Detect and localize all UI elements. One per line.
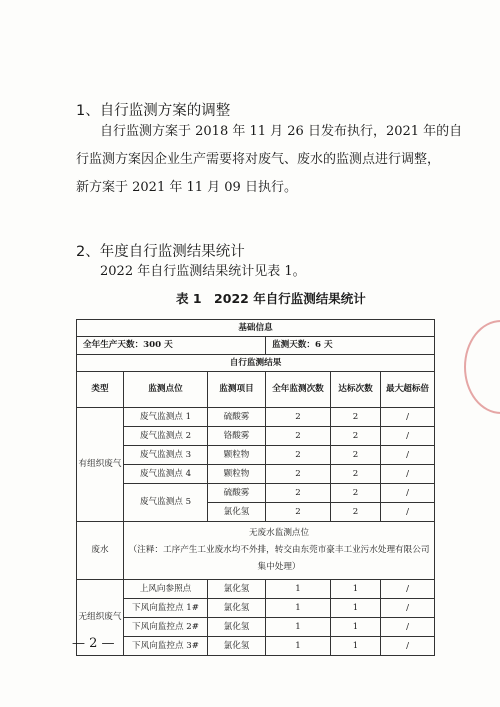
cell-ok: 2 bbox=[331, 465, 381, 484]
cell-point: 废气监测点 1 bbox=[124, 408, 208, 427]
wastewater-note-cell bbox=[124, 522, 435, 580]
cell-item: 氯化氢 bbox=[208, 599, 266, 618]
cell-ok: 1 bbox=[331, 580, 381, 599]
cell-point: 废气监测点 2 bbox=[124, 427, 208, 446]
cell-count: 2 bbox=[266, 446, 331, 465]
cell-item: 铬酸雾 bbox=[208, 427, 266, 446]
section1-line2: 行监测方案因企业生产需要将对废气、废水的监测点进行调整， bbox=[76, 152, 441, 167]
section2-intro: 2022 年自行监测结果统计见表 1。 bbox=[100, 264, 306, 279]
section1-line1: 自行监测方案于 2018 年 11 月 26 日发布执行，2021 年的自 bbox=[100, 124, 463, 139]
cell-point: 下风向监控点 3# bbox=[124, 637, 208, 656]
table-row bbox=[77, 484, 435, 503]
col-header-compliant-count: 达标次数 bbox=[331, 372, 381, 408]
cell-item: 硫酸雾 bbox=[208, 408, 266, 427]
section1-line3: 新方案于 2021 年 11 月 09 日执行。 bbox=[76, 180, 297, 195]
cell-item: 颗粒物 bbox=[208, 465, 266, 484]
cell-point: 下风向监控点 1# bbox=[124, 599, 208, 618]
col-header-item: 监测项目 bbox=[208, 372, 266, 408]
cell-count: 1 bbox=[266, 580, 331, 599]
wastewater-type-cell: 废水 bbox=[77, 522, 124, 580]
cell-count: 1 bbox=[266, 599, 331, 618]
cell-max: / bbox=[381, 503, 435, 522]
cell-ok: 1 bbox=[331, 618, 381, 637]
table-row bbox=[77, 599, 435, 618]
self-monitoring-header: 自行监测结果 bbox=[77, 355, 435, 372]
col-header-type: 类型 bbox=[77, 372, 124, 408]
cell-max: / bbox=[381, 465, 435, 484]
cell-ok: 1 bbox=[331, 599, 381, 618]
cell-item: 氯化氢 bbox=[208, 503, 266, 522]
cell-ok: 2 bbox=[331, 427, 381, 446]
cell-max: / bbox=[381, 484, 435, 503]
cell-item: 硫酸雾 bbox=[208, 484, 266, 503]
cell-count: 2 bbox=[266, 484, 331, 503]
cell-max: / bbox=[381, 427, 435, 446]
unorganized-type-cell: 无组织废气 bbox=[77, 580, 124, 656]
basic-info-header: 基础信息 bbox=[77, 320, 435, 337]
col-header-annual-count: 全年监测次数 bbox=[266, 372, 331, 408]
cell-point: 废气监测点 4 bbox=[124, 465, 208, 484]
cell-max: / bbox=[381, 446, 435, 465]
table-row bbox=[77, 618, 435, 637]
section2-heading: 2、年度自行监测结果统计 bbox=[76, 244, 245, 260]
cell-count: 2 bbox=[266, 503, 331, 522]
cell-ok: 1 bbox=[331, 637, 381, 656]
monitoring-days: 监测天数：6 天 bbox=[266, 337, 435, 355]
table-row bbox=[77, 637, 435, 656]
table-row bbox=[77, 408, 435, 427]
cell-count: 1 bbox=[266, 618, 331, 637]
cell-count: 2 bbox=[266, 427, 331, 446]
wastewater-line2: （注释：工序产生工业废水均不外排，转交由东莞市豪丰工业污水处理有限公司集中处理） bbox=[128, 545, 430, 572]
cell-ok: 2 bbox=[331, 446, 381, 465]
table-row bbox=[77, 446, 435, 465]
production-days: 全年生产天数：300 天 bbox=[77, 337, 266, 355]
table-row bbox=[77, 465, 435, 484]
table-row bbox=[77, 580, 435, 599]
cell-point: 下风向监控点 2# bbox=[124, 618, 208, 637]
cell-point: 废气监测点 3 bbox=[124, 446, 208, 465]
section1-heading: 1、自行监测方案的调整 bbox=[76, 103, 231, 119]
cell-max: / bbox=[381, 408, 435, 427]
cell-point: 废气监测点 5 bbox=[124, 484, 208, 522]
cell-ok: 2 bbox=[331, 408, 381, 427]
cell-max: / bbox=[381, 599, 435, 618]
table-row bbox=[77, 427, 435, 446]
cell-max: / bbox=[381, 580, 435, 599]
cell-item: 氯化氢 bbox=[208, 618, 266, 637]
cell-count: 2 bbox=[266, 465, 331, 484]
organized-type-cell: 有组织废气 bbox=[77, 408, 124, 522]
cell-max: / bbox=[381, 618, 435, 637]
table-row bbox=[77, 522, 435, 580]
cell-point: 上风向参照点 bbox=[124, 580, 208, 599]
cell-max: / bbox=[381, 637, 435, 656]
seal-stamp-edge bbox=[464, 320, 500, 414]
cell-item: 颗粒物 bbox=[208, 446, 266, 465]
table-caption: 表 1 2022 年自行监测结果统计 bbox=[176, 291, 366, 306]
cell-item: 氯化氢 bbox=[208, 637, 266, 656]
cell-ok: 2 bbox=[331, 484, 381, 503]
cell-item: 氯化氢 bbox=[208, 580, 266, 599]
results-table bbox=[76, 319, 435, 656]
col-header-point: 监测点位 bbox=[124, 372, 208, 408]
wastewater-line1: 无废水监测点位 bbox=[248, 528, 310, 538]
cell-count: 1 bbox=[266, 637, 331, 656]
cell-count: 2 bbox=[266, 408, 331, 427]
page-number: — 2 — bbox=[72, 636, 115, 651]
col-header-max-exceed: 最大超标倍 bbox=[381, 372, 435, 408]
cell-ok: 2 bbox=[331, 503, 381, 522]
